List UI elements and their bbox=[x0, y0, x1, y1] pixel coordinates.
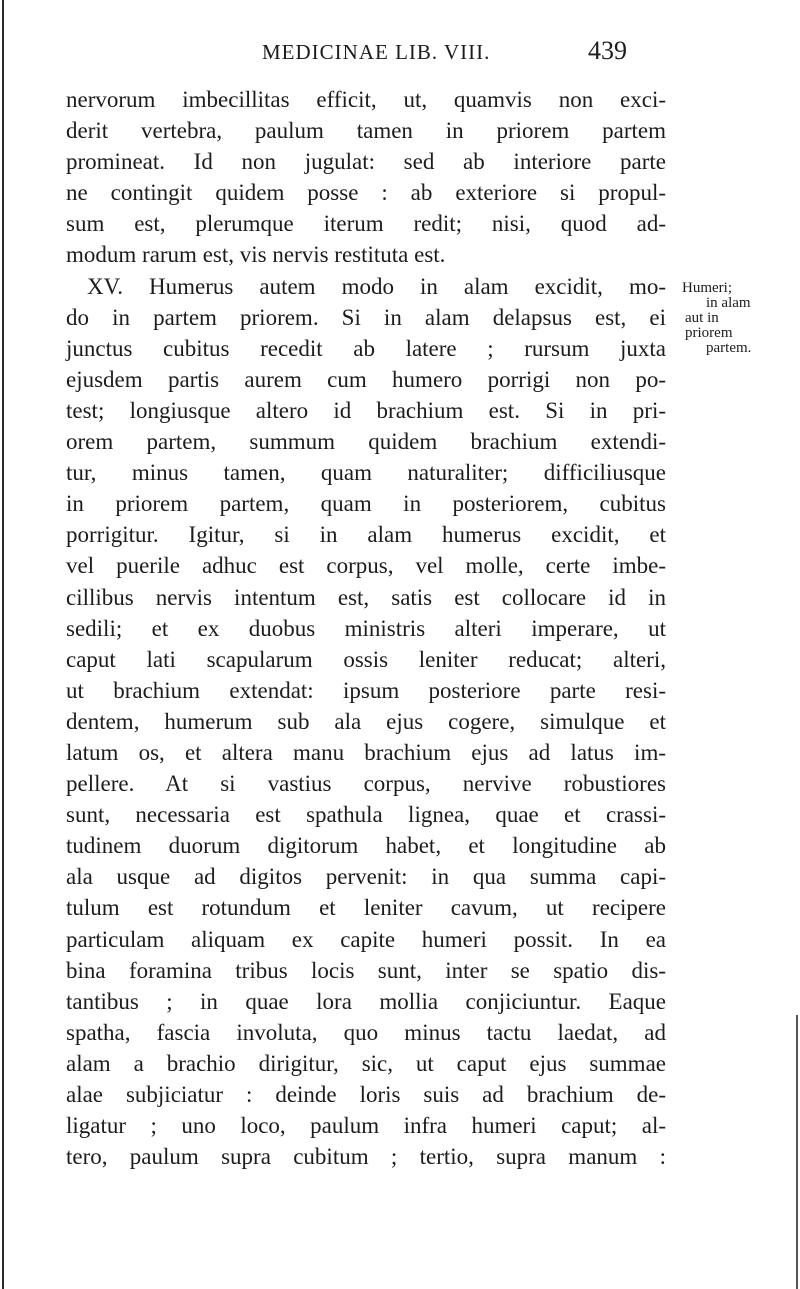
text-line: caput lati scapularum ossis leniter reducat; alteri, bbox=[66, 646, 666, 672]
text-line: dentem, humerum sub ala ejus cogere, simulque et bbox=[66, 708, 666, 734]
margin-note bbox=[682, 281, 798, 356]
text-line: modum rarum est, vis nervis restituta est. bbox=[66, 242, 446, 268]
page-edge-line bbox=[2, 0, 4, 1289]
text-line: in priorem partem, quam in posteriorem, cubitus bbox=[66, 491, 666, 517]
text-line: tero, paulum supra cubitum ; tertio, supra manum : bbox=[66, 1144, 666, 1170]
text-line: ala usque ad digitos pervenit: in qua summa capi- bbox=[66, 864, 666, 890]
text-line: sunt, necessaria est spathula lignea, quae et crassi- bbox=[66, 802, 666, 828]
text-line: alae subjiciatur : deinde loris suis ad brachium de- bbox=[66, 1082, 666, 1107]
text-line: particulam aliquam ex capite humeri possit. In ea bbox=[66, 926, 666, 952]
text-line: tulum est rotundum et leniter cavum, ut recipere bbox=[66, 895, 666, 921]
text-line: vel puerile adhuc est corpus, vel molle, certe imbe- bbox=[66, 553, 666, 579]
margin-note-line: Humeri; bbox=[682, 280, 732, 296]
text-line: junctus cubitus recedit ab latere ; rursum juxta bbox=[66, 335, 666, 361]
text-line: sedili; et ex duobus ministris alteri imperare, ut bbox=[66, 615, 666, 641]
text-line: pellere. At si vastius corpus, nervive robustiores bbox=[66, 771, 666, 797]
page-number: 439 bbox=[588, 36, 627, 65]
text-line: tantibus ; in quae lora mollia conjiciuntur. Eaque bbox=[66, 988, 666, 1014]
text-line: do in partem priorem. Si in alam delapsus est, ei bbox=[66, 304, 666, 330]
margin-note-line: in alam bbox=[706, 295, 751, 311]
text-line: cillibus nervis intentum est, satis est collocare id in bbox=[66, 584, 666, 610]
text-line: ut brachium extendat: ipsum posteriore parte resi- bbox=[66, 677, 666, 703]
text-line: porrigitur. Igitur, si in alam humerus excidit, et bbox=[66, 522, 666, 548]
margin-note-line: priorem bbox=[685, 325, 733, 341]
margin-note-line: partem. bbox=[706, 340, 752, 356]
text-line: promineat. Id non jugulat: sed ab interiore parte bbox=[66, 149, 666, 175]
text-line: sum est, plerumque iterum redit; nisi, quod ad- bbox=[66, 211, 666, 237]
text-line: tur, minus tamen, quam naturaliter; difficiliusque bbox=[66, 460, 666, 486]
text-line: ejusdem partis aurem cum humero porrigi non po- bbox=[66, 366, 666, 392]
text-line: spatha, fascia involuta, quo minus tactu laedat, ad bbox=[66, 1019, 666, 1045]
running-head: MEDICINAE LIB. VIII. bbox=[262, 40, 491, 64]
page-edge-line-right bbox=[796, 1015, 798, 1289]
text-line: alam a brachio dirigitur, sic, ut caput ejus summae bbox=[66, 1050, 666, 1076]
text-line: ne contingit quidem posse : ab exteriore si propul- bbox=[66, 180, 666, 206]
text-line: derit vertebra, paulum tamen in priorem partem bbox=[66, 118, 666, 144]
text-line: bina foramina tribus locis sunt, inter se spatio dis- bbox=[66, 957, 666, 983]
section-heading-line: XV. Humerus autem modo in alam excidit, mo- bbox=[87, 273, 666, 299]
text-line: nervorum imbecillitas efficit, ut, quamvis non exci- bbox=[66, 87, 666, 112]
text-line: orem partem, summum quidem brachium extendi- bbox=[66, 429, 666, 455]
text-line: test; longiusque altero id brachium est. Si in pri- bbox=[66, 397, 666, 423]
body-text bbox=[66, 84, 666, 1172]
text-line: ligatur ; uno loco, paulum infra humeri caput; al- bbox=[66, 1113, 666, 1139]
margin-note-line: aut in bbox=[685, 310, 719, 326]
text-line: latum os, et altera manu brachium ejus ad latus im- bbox=[66, 739, 666, 765]
text-line: tudinem duorum digitorum habet, et longitudine ab bbox=[66, 833, 666, 859]
